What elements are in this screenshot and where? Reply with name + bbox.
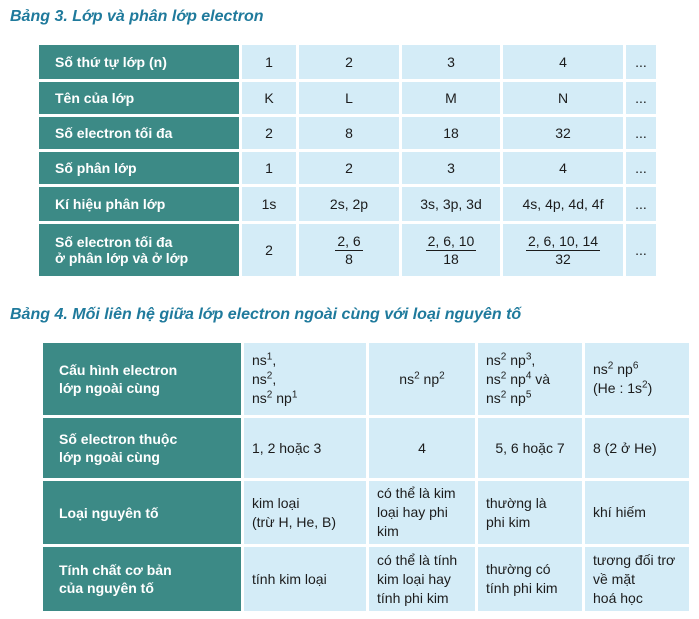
table-cell: N bbox=[503, 82, 623, 114]
row-header-line: Tính chất cơ bản bbox=[59, 562, 172, 578]
fraction bbox=[426, 233, 477, 268]
table-cell: 2 bbox=[299, 45, 399, 79]
table-row bbox=[39, 224, 656, 276]
row-header-line: lớp ngoài cùng bbox=[59, 380, 160, 396]
table3-caption: Bảng 3. Lớp và phân lớp electron bbox=[10, 8, 264, 25]
table-cell: 8 (2 ở He) bbox=[585, 418, 689, 478]
table-cell: tính kim loại bbox=[244, 547, 366, 611]
table-cell: 2 bbox=[242, 224, 296, 276]
row-header bbox=[39, 224, 239, 276]
table-cell: 3 bbox=[402, 152, 500, 184]
table-row bbox=[39, 187, 656, 221]
table-cell: 2 bbox=[299, 152, 399, 184]
config-line: (He : $1s^2$) bbox=[593, 379, 653, 396]
fraction-cell bbox=[299, 224, 399, 276]
table-row bbox=[43, 481, 689, 544]
table-row bbox=[43, 343, 689, 415]
fraction-denominator: 32 bbox=[555, 250, 571, 267]
table-cell: có thể là kim loại hay phi kim bbox=[369, 481, 475, 544]
config-line: $ns^2$ $np^1$ bbox=[252, 388, 298, 406]
config-line: $ns^2$, bbox=[252, 369, 277, 387]
row-header bbox=[43, 343, 241, 415]
table-row bbox=[43, 418, 689, 478]
row-header bbox=[43, 418, 241, 478]
table-row bbox=[43, 547, 689, 611]
table-cell: M bbox=[402, 82, 500, 114]
ellipsis-cell: ... bbox=[626, 45, 656, 79]
config-line: $ns^2$ $np^3$, bbox=[486, 350, 536, 368]
fraction bbox=[526, 233, 600, 268]
table-cell: 3 bbox=[402, 45, 500, 79]
fraction-denominator: 8 bbox=[345, 250, 353, 267]
table-cell: 3s, 3p, 3d bbox=[402, 187, 500, 221]
table-cell bbox=[585, 343, 689, 415]
table-cell: 2s, 2p bbox=[299, 187, 399, 221]
table-cell: 32 bbox=[503, 117, 623, 149]
fraction-numerator: 2, 6 bbox=[337, 232, 361, 249]
table4-caption: Bảng 4. Mối liên hệ giữa lớp electron ngoài cùng với loại nguyên tố bbox=[10, 306, 522, 323]
row-header: Số phân lớp bbox=[39, 152, 239, 184]
fraction-denominator: 18 bbox=[443, 250, 459, 267]
table-cell: 4s, 4p, 4d, 4f bbox=[503, 187, 623, 221]
table-cell: 5, 6 hoặc 7 bbox=[478, 418, 582, 478]
config-line: $ns^2$ $np^5$ bbox=[486, 388, 532, 406]
row-header bbox=[43, 547, 241, 611]
table-row bbox=[39, 45, 656, 79]
table-cell: K bbox=[242, 82, 296, 114]
config-line: $ns^2$ $np^6$ bbox=[593, 360, 639, 377]
table-cell: 4 bbox=[503, 152, 623, 184]
table-cell: 18 bbox=[402, 117, 500, 149]
table-cell: $ns^2$ $np^2$ bbox=[369, 343, 475, 415]
row-header-line: Cấu hình electron bbox=[59, 362, 178, 378]
fraction-cell bbox=[402, 224, 500, 276]
table-cell: 8 bbox=[299, 117, 399, 149]
ellipsis-cell: ... bbox=[626, 117, 656, 149]
table-row bbox=[39, 82, 656, 114]
config-line: $ns^1$, bbox=[252, 350, 277, 368]
table4-outer-shell-vs-element-type bbox=[40, 340, 692, 614]
table-cell: 4 bbox=[369, 418, 475, 478]
fraction-numerator: 2, 6, 10 bbox=[427, 232, 475, 249]
table-cell: kim loại (trừ H, He, B) bbox=[244, 481, 366, 544]
ellipsis-cell: ... bbox=[626, 152, 656, 184]
table-cell: có thể là tính kim loại hay tính phi kim bbox=[369, 547, 475, 611]
table-cell: L bbox=[299, 82, 399, 114]
row-header: Loại nguyên tố bbox=[43, 481, 241, 544]
table-cell: tương đối trơ về mặt hoá học bbox=[585, 547, 689, 611]
fraction-numerator: 2, 6, 10, 14 bbox=[527, 232, 599, 249]
fraction bbox=[335, 233, 362, 268]
row-header-line: của nguyên tố bbox=[59, 580, 154, 596]
table-cell: 4 bbox=[503, 45, 623, 79]
table-cell: khí hiếm bbox=[585, 481, 689, 544]
table-cell bbox=[478, 343, 582, 415]
row-header: Số thứ tự lớp (n) bbox=[39, 45, 239, 79]
table-cell: 1s bbox=[242, 187, 296, 221]
row-header-line: ở phân lớp và ở lớp bbox=[55, 250, 189, 266]
table-cell: 1, 2 hoặc 3 bbox=[244, 418, 366, 478]
ellipsis-cell: ... bbox=[626, 224, 656, 276]
row-header: Số electron tối đa bbox=[39, 117, 239, 149]
table3-electron-shells bbox=[36, 42, 659, 279]
row-header-line: lớp ngoài cùng bbox=[59, 449, 160, 465]
table-cell: 1 bbox=[242, 152, 296, 184]
row-header: Tên của lớp bbox=[39, 82, 239, 114]
table-cell bbox=[244, 343, 366, 415]
ellipsis-cell: ... bbox=[626, 187, 656, 221]
table-cell: 2 bbox=[242, 117, 296, 149]
row-header-line: Số electron tối đa bbox=[55, 234, 173, 250]
row-header-line: Số electron thuộc bbox=[59, 431, 178, 447]
config-line: $ns^2$ $np^4$ và bbox=[486, 369, 551, 387]
table-cell: thường là phi kim bbox=[478, 481, 582, 544]
table-cell: thường có tính phi kim bbox=[478, 547, 582, 611]
fraction-cell bbox=[503, 224, 623, 276]
table-cell: 1 bbox=[242, 45, 296, 79]
table-row bbox=[39, 117, 656, 149]
row-header: Kí hiệu phân lớp bbox=[39, 187, 239, 221]
ellipsis-cell: ... bbox=[626, 82, 656, 114]
table-row bbox=[39, 152, 656, 184]
